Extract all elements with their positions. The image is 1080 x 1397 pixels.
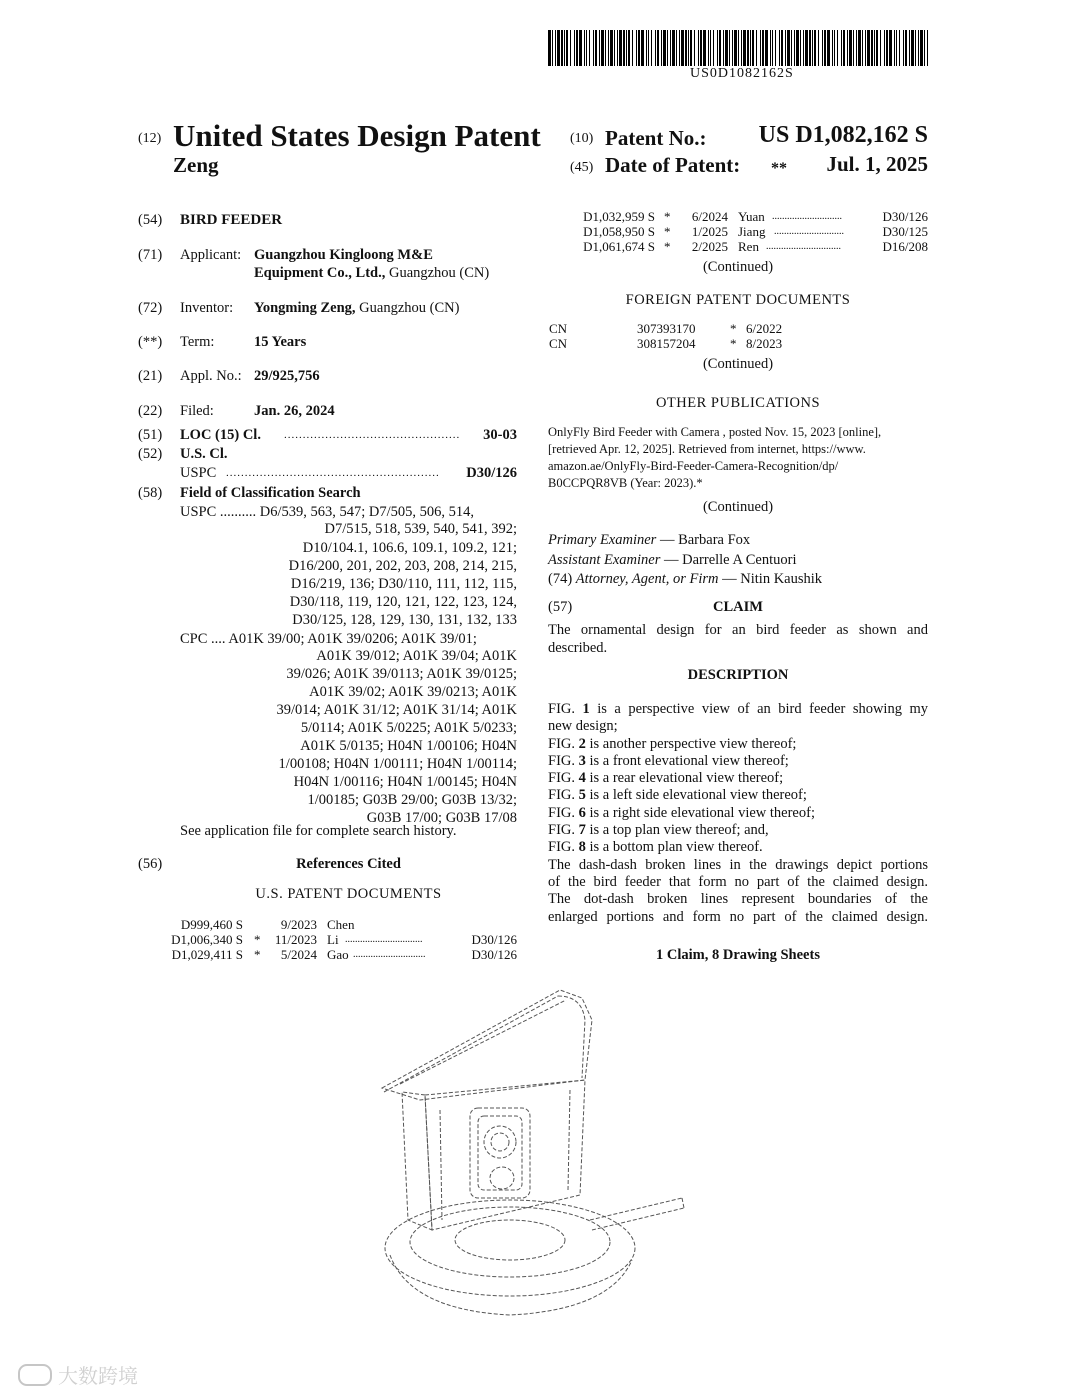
date-label: Date of Patent:	[605, 153, 741, 177]
barcode-bar	[605, 30, 606, 66]
foreign-docs-heading: FOREIGN PATENT DOCUMENTS	[625, 292, 851, 308]
references-cited-heading: References Cited	[296, 856, 401, 872]
barcode-bar	[920, 30, 923, 66]
list-item: FIG. 4 is a rear elevational view thereof;	[548, 770, 784, 787]
us-cl-label: U.S. Cl.	[180, 446, 228, 462]
loc-dots: ...............................................	[284, 429, 461, 441]
cpc-search-line: 1/00185; G03B 29/00; G03B 13/32;	[307, 792, 517, 808]
bird-feeder-drawing	[370, 980, 700, 1325]
list-item: FIG. 6 is a right side elevational view thereof;	[548, 804, 815, 821]
barcode-bar	[853, 30, 854, 66]
barcode-bar	[927, 30, 928, 66]
camera-lens-lower	[490, 1167, 514, 1189]
roof-ridge	[558, 996, 585, 1078]
code-45: (45)	[570, 160, 594, 175]
uspc-search-line: USPC .......... D6/539, 563, 547; D7/505, 506, 514,	[180, 504, 475, 520]
assistant-examiner: Assistant Examiner — Darrelle A Centuori	[548, 552, 797, 568]
term-label: Term:	[180, 334, 215, 350]
barcode-bar	[865, 30, 866, 66]
barcode-bar	[858, 30, 861, 66]
barcode-bar	[628, 30, 630, 66]
barcode-bar	[762, 30, 764, 66]
text-line: The ornamental design for an bird feeder as shown and	[548, 622, 928, 638]
barcode-bar	[651, 30, 652, 66]
uspc-search-line: D30/118, 119, 120, 121, 122, 123, 124,	[289, 594, 517, 610]
code-10: (10)	[570, 131, 594, 146]
barcode-bar	[911, 30, 914, 66]
barcode-bar	[779, 30, 780, 66]
body-panel-line	[568, 1090, 570, 1190]
barcode-bar	[772, 30, 773, 66]
barcode-bar	[561, 30, 563, 66]
barcode-bar	[874, 30, 875, 66]
barcode-bar	[752, 30, 754, 66]
barcode-bar	[672, 30, 675, 66]
barcode-bar	[570, 30, 571, 66]
barcode-bar	[871, 30, 873, 66]
description-list	[548, 701, 928, 926]
barcode-bar	[834, 30, 835, 66]
claims-sheets-summary: 1 Claim, 8 Drawing Sheets	[656, 947, 820, 963]
roof-inner-edge	[400, 1000, 566, 1084]
barcode-bar	[703, 30, 706, 66]
barcode-bar	[886, 30, 888, 66]
barcode-bar	[717, 30, 718, 66]
barcode-bar	[818, 30, 819, 66]
barcode-bar	[566, 30, 568, 66]
watermark-logo	[18, 1360, 138, 1389]
watermark-text: 大数跨境	[58, 1364, 138, 1388]
roof-outline	[382, 990, 592, 1100]
patent-date: Jul. 1, 2025	[826, 152, 928, 176]
table-row: D1,061,674 S * 2/2025 Ren .............................. D16/208	[583, 239, 928, 254]
barcode-bar	[576, 30, 578, 66]
barcode-bar	[719, 30, 721, 66]
cpc-search-line: G03B 17/00; G03B 17/08	[366, 810, 517, 826]
date-mark: **	[771, 160, 787, 177]
field-71-code: (71)	[138, 247, 163, 263]
cpc-search-line: 1/00108; H04N 1/00111; H04N 1/00114;	[278, 756, 517, 772]
perch-arm	[592, 1208, 684, 1230]
barcode-bar	[648, 30, 649, 66]
attorney: (74) Attorney, Agent, or Firm — Nitin Kaushik	[548, 571, 823, 587]
uspc-value: D30/126	[466, 465, 517, 481]
barcode-bar	[589, 30, 590, 66]
barcode-bar	[685, 30, 687, 66]
barcode-bar	[803, 30, 804, 66]
inventor-surname: Zeng	[173, 153, 219, 177]
applicant-label: Applicant:	[180, 247, 242, 263]
body-side	[402, 1092, 432, 1230]
roof-edge	[384, 996, 558, 1092]
barcode-bar	[775, 30, 776, 66]
barcode-bar	[725, 30, 728, 66]
cpc-search-line: A01K 39/02; A01K 39/0213; A01K	[309, 684, 517, 700]
table-row: D1,006,340 S * 11/2023 Li ............................... D30/126	[171, 932, 517, 947]
list-item: FIG. 2 is another perspective view thereof;	[548, 735, 797, 752]
barcode-bar	[849, 30, 852, 66]
barcode-bar	[837, 30, 838, 66]
barcode-bar	[584, 30, 585, 66]
barcode-bar	[593, 30, 594, 66]
barcode-bar	[809, 30, 811, 66]
cpc-search-line: 39/014; A01K 31/12; A01K 31/14; A01K	[276, 702, 517, 718]
claim-heading: CLAIM	[713, 599, 763, 615]
barcode-bar	[617, 30, 618, 66]
barcode-bar	[670, 30, 671, 66]
appl-no-value: 29/925,756	[254, 368, 320, 384]
perch-end	[682, 1198, 684, 1208]
barcode-bar	[557, 30, 560, 66]
list-item: FIG. 1 is a perspective view of an bird feeder showing my	[548, 701, 928, 717]
uspc-dots: .........................................................	[226, 467, 440, 479]
barcode-bar	[770, 30, 771, 66]
camera-housing-inner	[478, 1116, 522, 1190]
patent-number: US D1,082,162 S	[758, 122, 928, 148]
field-21-code: (21)	[138, 368, 163, 384]
list-item: FIG. 5 is a left side elevational view thereof;	[548, 787, 807, 804]
barcode-bar	[636, 30, 637, 66]
barcode-bar	[915, 30, 916, 66]
text-line: OnlyFly Bird Feeder with Camera , posted Nov. 15, 2023 [online],	[548, 425, 882, 439]
barcode-bar	[632, 30, 633, 66]
barcode-bar	[787, 30, 790, 66]
barcode-bar	[663, 30, 666, 66]
continued-2: (Continued)	[702, 356, 774, 372]
list-item: FIG. 3 is a front elevational view thereof;	[548, 752, 789, 769]
tray-center	[455, 1220, 565, 1260]
barcode-bar	[723, 30, 724, 66]
barcode-bar	[750, 30, 751, 66]
term-value: 15 Years	[254, 334, 307, 350]
barcode-bar	[601, 30, 604, 66]
text-line: enlarged portions and form no part of the claimed design.	[548, 908, 928, 925]
barcode-bar	[903, 30, 904, 66]
barcode-bar	[814, 30, 816, 66]
barcode-bar	[698, 30, 699, 66]
claim-code: (57)	[548, 599, 573, 615]
barcode-bar	[595, 30, 597, 66]
table-row: D1,029,411 S * 5/2024 Gao ............................. D30/126	[171, 947, 517, 962]
primary-examiner: Primary Examiner — Barbara Fox	[548, 532, 751, 548]
barcode-bar	[743, 30, 746, 66]
us-patent-docs-heading: U.S. PATENT DOCUMENTS	[255, 886, 442, 902]
barcode-bar	[880, 30, 881, 66]
barcode-bar	[657, 30, 659, 66]
uspc-search-line: D16/219, 136; D30/110, 111, 112, 115,	[290, 576, 517, 592]
barcode-bar	[708, 30, 709, 66]
body-panel-line	[440, 1110, 442, 1220]
barcode-bar	[738, 30, 739, 66]
barcode-bar	[710, 30, 711, 66]
barcode-bar	[610, 30, 613, 66]
applicant-name-line2: Equipment Co., Ltd., Guangzhou (CN)	[254, 265, 490, 281]
appl-no-label: Appl. No.:	[180, 368, 242, 384]
text-line: B0CCPQR8VB (Year: 2023).*	[548, 476, 703, 490]
right-us-docs-table	[548, 209, 928, 254]
barcode-bar	[760, 30, 761, 66]
watermark-icon	[18, 1364, 52, 1386]
barcode-bar	[676, 30, 677, 66]
field-54-code: (54)	[138, 212, 163, 228]
barcode-bar	[894, 30, 895, 66]
barcode-bar	[623, 30, 625, 66]
barcode-bar	[800, 30, 801, 66]
barcode-bar	[847, 30, 848, 66]
barcode-bar	[781, 30, 783, 66]
barcode-bar	[832, 30, 833, 66]
inventor-label: Inventor:	[180, 300, 234, 316]
continued-1: (Continued)	[702, 259, 774, 275]
search-history-note: See application file for complete search history.	[180, 823, 457, 839]
text-line: amazon.ae/OnlyFly-Bird-Feeder-Camera-Recognition/dp/	[548, 459, 839, 473]
barcode-bar	[791, 30, 792, 66]
applicant-name-line1: Guangzhou Kingloong M&E	[254, 247, 433, 263]
barcode-bar	[574, 30, 575, 66]
text-line: [retrieved Apr. 12, 2025]. Retrieved from internet, https://www.	[548, 442, 866, 456]
text-line: The dot-dash broken lines represent boundaries of the	[548, 891, 928, 908]
barcode-bar	[688, 30, 689, 66]
barcode-bar	[552, 30, 553, 66]
loc-value: 30-03	[483, 427, 517, 443]
barcode-bar	[794, 30, 795, 66]
uspc-label: USPC	[180, 465, 217, 481]
list-item: FIG. 7 is a top plan view thereof; and,	[548, 822, 769, 839]
cpc-search-line: 5/0114; A01K 5/0225; A01K 5/0233;	[300, 720, 517, 736]
other-publications-heading: OTHER PUBLICATIONS	[655, 395, 821, 411]
barcode-bar	[555, 30, 556, 66]
barcode-bar	[599, 30, 600, 66]
cpc-search-line: A01K 39/012; A01K 39/04; A01K	[316, 648, 517, 664]
barcode-bar	[896, 30, 897, 66]
barcode-bar	[700, 30, 702, 66]
barcode-bar	[608, 30, 609, 66]
description-heading: DESCRIPTION	[687, 667, 789, 683]
text-line: of the bird feeder that form no part of the claimed design.	[548, 873, 928, 890]
cpc-search-line: H04N 1/00116; H04N 1/00145; H04N	[293, 774, 517, 790]
text-line: described.	[548, 640, 608, 656]
barcode-bar	[765, 30, 768, 66]
barcode-bar	[661, 30, 662, 66]
cpc-search-line: A01K 5/0135; H04N 1/00106; H04N	[300, 738, 517, 754]
tray-inner	[410, 1207, 610, 1277]
barcode-bar	[856, 30, 857, 66]
field-58-code: (58)	[138, 485, 163, 501]
other-publications-text	[548, 424, 928, 492]
barcode-bar	[827, 30, 830, 66]
uspc-search-line: D16/200, 201, 202, 203, 208, 214, 215,	[288, 558, 517, 574]
table-row: CN 308157204 * 8/2023	[549, 336, 783, 351]
continued-3: (Continued)	[702, 499, 774, 515]
foreign-docs-table	[548, 321, 928, 351]
cpc-search-line: 39/026; A01K 39/0113; A01K 39/0125;	[286, 666, 517, 682]
barcode-number: US0D1082162S	[690, 66, 794, 81]
barcode-bar	[586, 30, 587, 66]
barcode-bar	[747, 30, 749, 66]
filed-value: Jan. 26, 2024	[254, 403, 335, 419]
barcode-bar	[756, 30, 757, 66]
barcode-bar	[843, 30, 845, 66]
barcode-bar	[681, 30, 684, 66]
table-row: D999,460 S 9/2023 Chen	[180, 917, 355, 932]
barcode-bar	[655, 30, 656, 66]
tray-base	[390, 1255, 632, 1315]
text-line: The dash-dash broken lines in the drawings depict portions	[548, 856, 928, 873]
barcode-bar	[548, 30, 551, 66]
barcode-bar	[694, 30, 695, 66]
field-22-code: (22)	[138, 403, 163, 419]
table-row: D1,032,959 S * 6/2024 Yuan ............................ D30/126	[583, 209, 928, 224]
barcode-bar	[796, 30, 799, 66]
barcode-bar	[918, 30, 919, 66]
inventor-name: Yongming Zeng, Guangzhou (CN)	[254, 300, 460, 316]
field-search-label: Field of Classification Search	[180, 485, 361, 501]
barcode-bar	[909, 30, 910, 66]
left-us-docs-table	[155, 917, 517, 962]
barcode-bar	[812, 30, 813, 66]
barcode-bar	[841, 30, 842, 66]
table-row: CN 307393170 * 6/2022	[549, 321, 783, 336]
barcode-bar	[785, 30, 786, 66]
barcode-bar	[638, 30, 640, 66]
barcode-bar	[889, 30, 892, 66]
list-item: FIG. 8 is a bottom plan view thereof.	[548, 839, 763, 856]
barcode-bar	[614, 30, 615, 66]
barcode-bar	[729, 30, 730, 66]
barcode-bar	[667, 30, 668, 66]
barcode-bar	[822, 30, 823, 66]
field-51-code: (51)	[138, 427, 163, 443]
list-item: new design;	[548, 718, 618, 735]
uspc-search-line: D10/104.1, 106.6, 109.1, 109.2, 121;	[302, 540, 517, 556]
uspc-search-line: D30/125, 128, 129, 130, 131, 132, 133	[292, 612, 517, 628]
barcode-bar	[924, 30, 925, 66]
cpc-search-line: CPC .... A01K 39/00; A01K 39/0206; A01K 39/01;	[180, 631, 477, 647]
barcode-bar	[646, 30, 647, 66]
barcode-bar	[805, 30, 808, 66]
barcode-bar	[905, 30, 907, 66]
barcode-bar	[824, 30, 826, 66]
barcode-bar	[876, 30, 878, 66]
barcode-image	[548, 30, 930, 66]
perch-arm	[590, 1198, 682, 1220]
field-52-code: (52)	[138, 446, 163, 462]
barcode-bar	[579, 30, 582, 66]
barcode-bar	[641, 30, 644, 66]
table-row: D1,058,950 S * 1/2025 Jiang ............................ D30/125	[583, 224, 928, 239]
design-title: BIRD FEEDER	[180, 212, 283, 228]
barcode-bar	[690, 30, 692, 66]
patent-no-label: Patent No.:	[605, 126, 707, 150]
barcode-bar	[679, 30, 680, 66]
barcode-bar	[734, 30, 737, 66]
barcode-bar	[619, 30, 622, 66]
barcode-bar	[867, 30, 870, 66]
patent-type-title: United States Design Patent	[173, 118, 541, 153]
barcode-bar	[564, 30, 565, 66]
camera-lens-ring	[484, 1126, 516, 1158]
barcode-bar	[741, 30, 742, 66]
filed-label: Filed:	[180, 403, 214, 419]
camera-lens	[491, 1133, 509, 1151]
tray-outer	[385, 1200, 635, 1296]
barcode-bar	[884, 30, 885, 66]
barcode-bar	[713, 30, 714, 66]
barcode-bar	[862, 30, 863, 66]
loc-label: LOC (15) Cl.	[180, 427, 261, 443]
uspc-search-line: D7/515, 518, 539, 540, 541, 392;	[324, 521, 517, 537]
barcode-bar	[626, 30, 627, 66]
barcode-bar	[732, 30, 733, 66]
barcode-bar	[899, 30, 900, 66]
code-12: (12)	[138, 131, 162, 146]
field-56-code: (56)	[138, 856, 163, 872]
term-code: (**)	[138, 334, 163, 350]
field-72-code: (72)	[138, 300, 163, 316]
claim-text	[548, 621, 928, 657]
camera-housing	[470, 1108, 530, 1198]
